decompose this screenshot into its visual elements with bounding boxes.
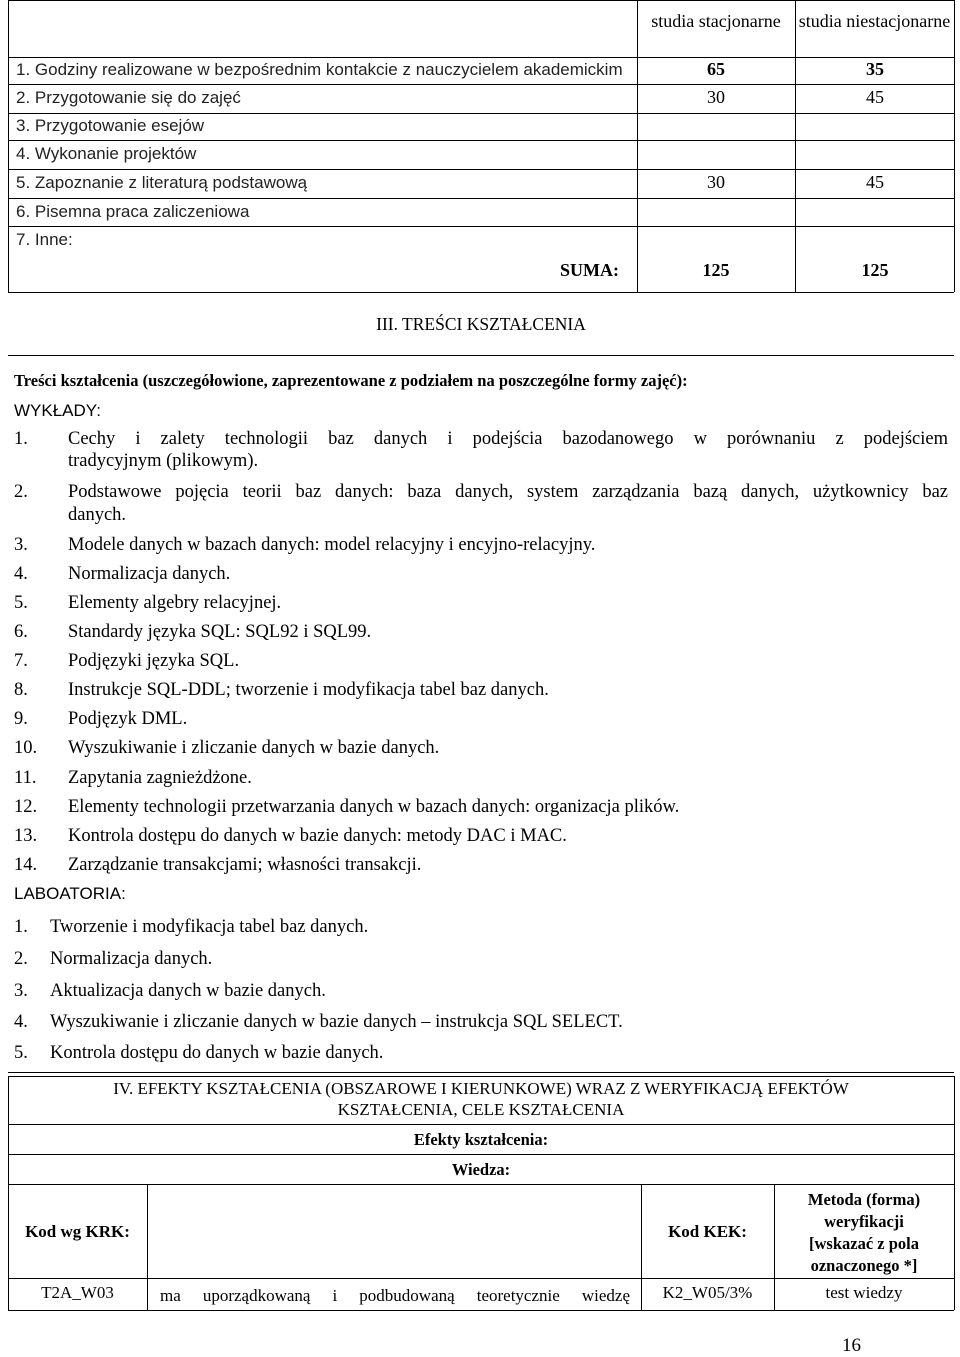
row-krk-code: T2A_W03 <box>41 1283 114 1302</box>
hours-cell-niestac: 45 <box>866 172 884 192</box>
list-item-number: 1. <box>14 917 28 937</box>
sum-label: SUMA: <box>560 260 619 280</box>
row-method: test wiedzy <box>825 1283 903 1302</box>
list-item-number: 2. <box>14 949 28 969</box>
list-item: Cechy i zalety technologii baz danych i podejścia bazodanowego w porównaniu z podejściem <box>68 429 948 449</box>
col-header-krk: Kod wg KRK: <box>25 1222 130 1241</box>
hours-row-label: 5. Zapoznanie z literaturą podstawową <box>16 173 308 192</box>
list-item: Podstawowe pojęcia teorii baz danych: baza danych, system zarządzania bazą danych, użytkownicy baz <box>68 482 948 502</box>
list-item: Elementy algebry relacyjnej. <box>68 593 282 613</box>
hours-row-label: 7. Inne: <box>16 230 73 249</box>
list-item-number: 12. <box>14 797 38 817</box>
list-item: Kontrola dostępu do danych w bazie danych: metody DAC i MAC. <box>68 826 567 846</box>
lectures-heading: WYKŁADY: <box>14 401 101 420</box>
hours-row-label: 1. Godziny realizowane w bezpośrednim kontakcie z nauczycielem akademickim <box>16 60 623 79</box>
col-header-method-line: [wskazać z pola <box>809 1234 919 1253</box>
list-item-number: 2. <box>14 482 28 502</box>
list-item: Zapytania zagnieżdżone. <box>68 768 252 788</box>
list-item: Podjęzyki języka SQL. <box>68 651 240 671</box>
hours-row-label: 6. Pisemna praca zaliczeniowa <box>16 202 250 221</box>
list-item: Kontrola dostępu do danych w bazie danych. <box>50 1043 384 1063</box>
list-item-number: 3. <box>14 535 28 555</box>
list-item: Modele danych w bazach danych: model relacyjny i encyjno-relacyjny. <box>68 535 596 555</box>
row-description: ma uporządkowaną i podbudowaną teoretycznie wiedzę <box>160 1286 630 1305</box>
col-header-kek: Kod KEK: <box>668 1222 747 1241</box>
section3-title: III. TREŚCI KSZTAŁCENIA <box>376 314 586 334</box>
list-item: Wyszukiwanie i zliczanie danych w bazie danych. <box>68 738 440 758</box>
list-item-number: 13. <box>14 826 38 846</box>
section4-title <box>8 1078 954 1120</box>
list-item: Elementy technologii przetwarzania danych w bazach danych: organizacja plików. <box>68 797 680 817</box>
row-kek-code: K2_W05/3% <box>662 1283 753 1302</box>
hours-cell-stac: 30 <box>707 87 725 107</box>
list-item: Instrukcje SQL-DDL; tworzenie i modyfikacja tabel baz danych. <box>68 680 549 700</box>
sum-stac: 125 <box>702 260 730 280</box>
list-item-continuation: tradycyjnym (plikowym). <box>68 451 259 471</box>
hours-cell-niestac: 45 <box>866 87 884 107</box>
labs-heading: LABOATORIA: <box>14 884 126 903</box>
list-item: Zarządzanie transakcjami; własności transakcji. <box>68 855 422 875</box>
hours-cell-stac: 30 <box>707 172 725 192</box>
list-item-number: 3. <box>14 981 28 1001</box>
effects-heading: Efekty kształcenia: <box>413 1130 549 1149</box>
list-item: Tworzenie i modyfikacja tabel baz danych. <box>50 917 369 937</box>
list-item: Aktualizacja danych w bazie danych. <box>50 981 326 1001</box>
list-item-number: 8. <box>14 680 28 700</box>
list-item: Wyszukiwanie i zliczanie danych w bazie danych – instrukcja SQL SELECT. <box>50 1012 623 1032</box>
section4-title-line1: IV. EFEKTY KSZTAŁCENIA (OBSZAROWE I KIERUNKOWE) WRAZ Z WERYFIKACJĄ EFEKTÓW <box>113 1079 849 1098</box>
knowledge-heading: Wiedza: <box>451 1160 511 1179</box>
list-item-number: 4. <box>14 1012 28 1032</box>
col-header-method <box>774 1189 954 1277</box>
list-item-number: 10. <box>14 738 38 758</box>
col-header-stacjonarne: studia stacjonarne <box>651 11 781 31</box>
col-header-method-line: oznaczonego *] <box>810 1256 918 1275</box>
sum-niestac: 125 <box>861 260 889 280</box>
hours-row-label: 2. Przygotowanie się do zajęć <box>16 88 241 107</box>
col-header-method-line: Metoda (forma) <box>807 1190 921 1209</box>
list-item-number: 14. <box>14 855 38 875</box>
page-number: 16 <box>842 1335 861 1356</box>
list-item-number: 1. <box>14 429 28 449</box>
list-item-number: 5. <box>14 593 28 613</box>
col-header-method-line: weryfikacji <box>824 1212 904 1231</box>
hours-row-label: 4. Wykonanie projektów <box>16 144 197 163</box>
hours-row-label: 3. Przygotowanie esejów <box>16 116 205 135</box>
list-item-number: 7. <box>14 651 28 671</box>
section3-subtitle: Treści kształcenia (uszczegółowione, zaprezentowane z podziałem na poszczególne formy zajęć): <box>14 371 688 390</box>
hours-cell-niestac: 35 <box>866 59 884 79</box>
list-item-continuation: danych. <box>68 505 127 525</box>
list-item-number: 4. <box>14 564 28 584</box>
list-item: Standardy języka SQL: SQL92 i SQL99. <box>68 622 372 642</box>
col-header-niestacjonarne: studia niestacjonarne <box>798 11 951 31</box>
list-item: Podjęzyk DML. <box>68 709 188 729</box>
list-item: Normalizacja danych. <box>50 949 213 969</box>
list-item-number: 9. <box>14 709 28 729</box>
list-item-number: 5. <box>14 1043 28 1063</box>
list-item-number: 11. <box>14 768 37 788</box>
hours-cell-stac: 65 <box>707 59 725 79</box>
list-item: Normalizacja danych. <box>68 564 231 584</box>
section4-title-line2: KSZTAŁCENIA, CELE KSZTAŁCENIA <box>337 1100 625 1119</box>
list-item-number: 6. <box>14 622 28 642</box>
